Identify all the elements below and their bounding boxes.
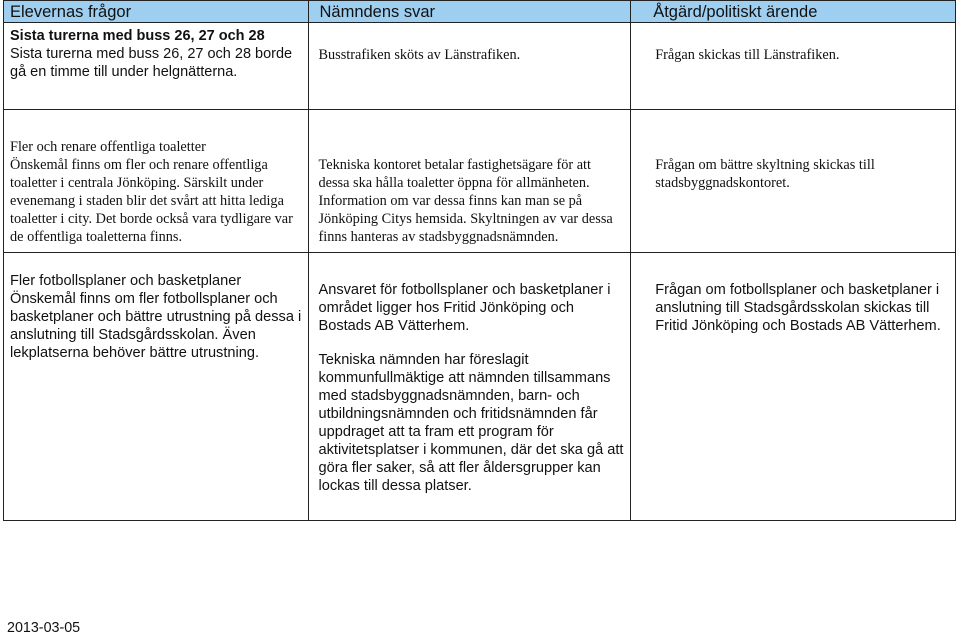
answer-text: Busstrafiken sköts av Länstrafiken. — [318, 47, 521, 63]
answer-text: Tekniska kontoret betalar fastighetsägare för att dessa ska hålla toaletter öppna för allmänheten. Information om var dessa finns kan man se på Jönköping Citys hemsida. Skyltningen av var dessa finns hanteras av stadsbyggnadsnämnden. — [318, 157, 613, 245]
answer-cell — [309, 110, 631, 253]
header-questions: Elevernas frågor — [4, 1, 309, 23]
questions-table — [3, 0, 956, 521]
document-sheet — [3, 0, 956, 521]
header-action: Åtgärd/politiskt ärende — [631, 1, 956, 23]
question-title: Fler och renare offentliga toaletter — [10, 139, 206, 155]
table-header-row — [4, 1, 956, 23]
action-text: Frågan om bättre skyltning skickas till stadsbyggnadskontoret. — [655, 157, 875, 191]
question-text: Önskemål finns om fler och renare offentliga toaletter i centrala Jönköping. Särskilt under evenemang i staden blir det svårt att hitta lediga toaletter i city. Det borde också vara tydligare var de offentliga toaletterna finns. — [10, 157, 293, 245]
action-cell — [631, 110, 956, 253]
action-text: Frågan skickas till Länstrafiken. — [655, 47, 840, 63]
answer-cell — [309, 253, 631, 521]
table-row — [4, 110, 956, 253]
question-title: Sista turerna med buss 26, 27 och 28 — [10, 28, 265, 44]
action-cell — [631, 253, 956, 521]
question-title: Fler fotbollsplaner och basketplaner — [10, 273, 242, 289]
answer-cell — [309, 23, 631, 110]
question-cell — [4, 23, 309, 110]
action-text: Frågan om fotbollsplaner och basketplaner i anslutning till Stadsgårdsskolan skickas till Fritid Jönköping och Bostads AB Vätterhem. — [655, 282, 941, 334]
document-date: 2013-03-05 — [7, 620, 81, 636]
question-text: Sista turerna med buss 26, 27 och 28 borde gå en timme till under helgnätterna. — [10, 46, 293, 80]
answer-text: Ansvaret för fotbollsplaner och basketplaner i området ligger hos Fritid Jönköping och Bostads AB Vätterhem. — [318, 282, 611, 334]
question-text: Önskemål finns om fler fotbollsplaner och basketplaner och bättre utrustning på dessa i anslutning till Stadsgårdsskolan. Även lekplatserna behöver bättre utrustning. — [10, 291, 302, 361]
question-cell — [4, 110, 309, 253]
answer-text: Tekniska nämnden har föreslagit kommunfullmäktige att nämnden tillsammans med stadsbyggnadsnämnden, barn- och utbildningsnämnden och fritidsnämnden får uppdraget att ta fram ett program för aktivitetsplatser i kommunen, där det ska gå att göra fler saker, så att fler åldersgrupper kan lockas till dessa platser. — [318, 352, 624, 494]
header-answers: Nämndens svar — [309, 1, 631, 23]
question-cell — [4, 253, 309, 521]
table-row — [4, 23, 956, 110]
table-row — [4, 253, 956, 521]
action-cell — [631, 23, 956, 110]
